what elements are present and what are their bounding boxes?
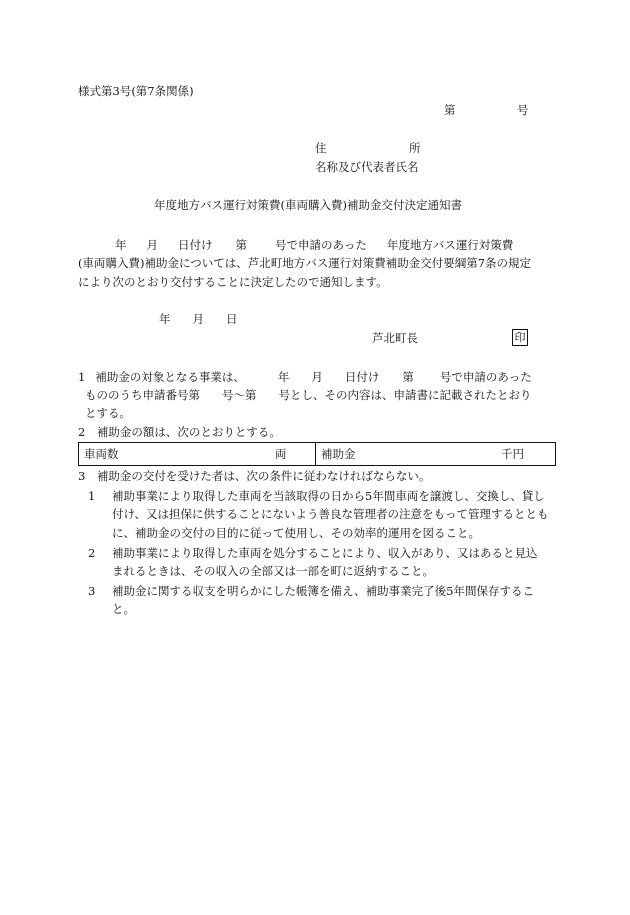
item-2: 2 補助金の額は、次のとおりとする。 [78,425,281,439]
condition-1-line-2: 付け、又は担保に供することにないよう善良な管理者の注意をもって管理するととも [112,507,549,522]
condition-1-line-3: に、補助金の交付の目的に従って使用し、その効率的運用を図ること。 [112,525,480,540]
item-1-text-a: 補助金の対象となる事業は、 [95,370,245,384]
vehicles-cell [79,443,316,466]
doc-number-prefix: 第 [444,103,456,117]
condition-3-line-2: と。 [112,602,135,617]
body-year: 年 [115,238,127,252]
item-1-app-tail: 号とし、その内容は、申請書に記載されたとおり [278,388,532,403]
body-line-1 [78,236,553,254]
condition-2-line-2: まれるときは、その収入の全部又は一部を町に返納すること。 [112,564,434,579]
date-year: 年 [159,312,171,326]
address-label-part1: 住 [315,141,327,155]
body-day: 日付け [178,238,213,252]
body-paragraph [78,236,553,291]
address-label-part2: 所 [409,141,421,155]
item-1-year: 年 [277,370,290,384]
item-1 [78,368,556,422]
item-1-dai: 第 [402,370,414,384]
condition-1 [88,487,556,542]
item-1-number: 1 [78,370,86,384]
item-1-app-to: 号～第 [222,388,257,403]
condition-3-number: 3 [88,584,96,598]
body-line-3: により次のとおり交付することに決定したので通知します。 [78,274,388,289]
item-1-line-1 [78,368,556,386]
vehicles-label: 車両数 [84,447,119,461]
body-go: 号で申請のあった [275,238,367,252]
condition-3 [88,582,556,619]
amount-label: 補助金 [321,447,356,461]
issuer-title: 芦北町長 [372,331,418,345]
item-1-line-2 [78,386,556,404]
date-day: 日 [226,312,238,326]
item-1-month: 月 [311,370,323,384]
item-1-app-from: もののうち申請番号第 [85,388,200,403]
body-tail: 年度地方バス運行対策費 [386,238,514,252]
item-1-line-3: とする。 [85,406,131,421]
body-line-2: (車両購入費)補助金については、芦北町地方バス運行対策費補助金交付要綱第7条の規定 [78,256,532,271]
document-title: 年度地方バス運行対策費(車両購入費)補助金交付決定通知書 [154,198,462,212]
table-row [79,443,556,466]
condition-2-number: 2 [88,546,96,560]
body-dai: 第 [235,238,247,252]
body-month: 月 [146,238,158,252]
doc-number-suffix: 号 [517,103,529,117]
condition-2 [88,544,556,581]
item-3: 3 補助金の交付を受けた者は、次の条件に従わなければならない。 [78,469,431,483]
date-line [159,312,238,327]
amount-unit: 千円 [501,447,524,461]
item-1-day: 日付け [344,370,380,384]
condition-1-number: 1 [88,489,96,503]
form-id: 様式第3号(第7条関係) [78,84,194,98]
amount-table [78,442,556,466]
condition-2-line-1: 補助事業により取得した車両を処分することにより、収入があり、又はあると見込 [112,546,538,560]
date-month: 月 [192,312,204,326]
item-1-go: 号で申請のあった [439,370,532,384]
representative-name-label: 名称及び代表者氏名 [315,160,419,174]
amount-cell [316,443,556,466]
seal-stamp: 印 [512,329,528,346]
condition-3-line-1: 補助金に関する収支を明らかにした帳簿を備え、補助事業完了後5年間保存するこ [112,584,535,598]
condition-1-line-1: 補助事業により取得した車両を当該取得の日から5年間車両を譲渡し、交換し、貸し [112,489,545,503]
vehicles-unit: 両 [275,447,287,461]
